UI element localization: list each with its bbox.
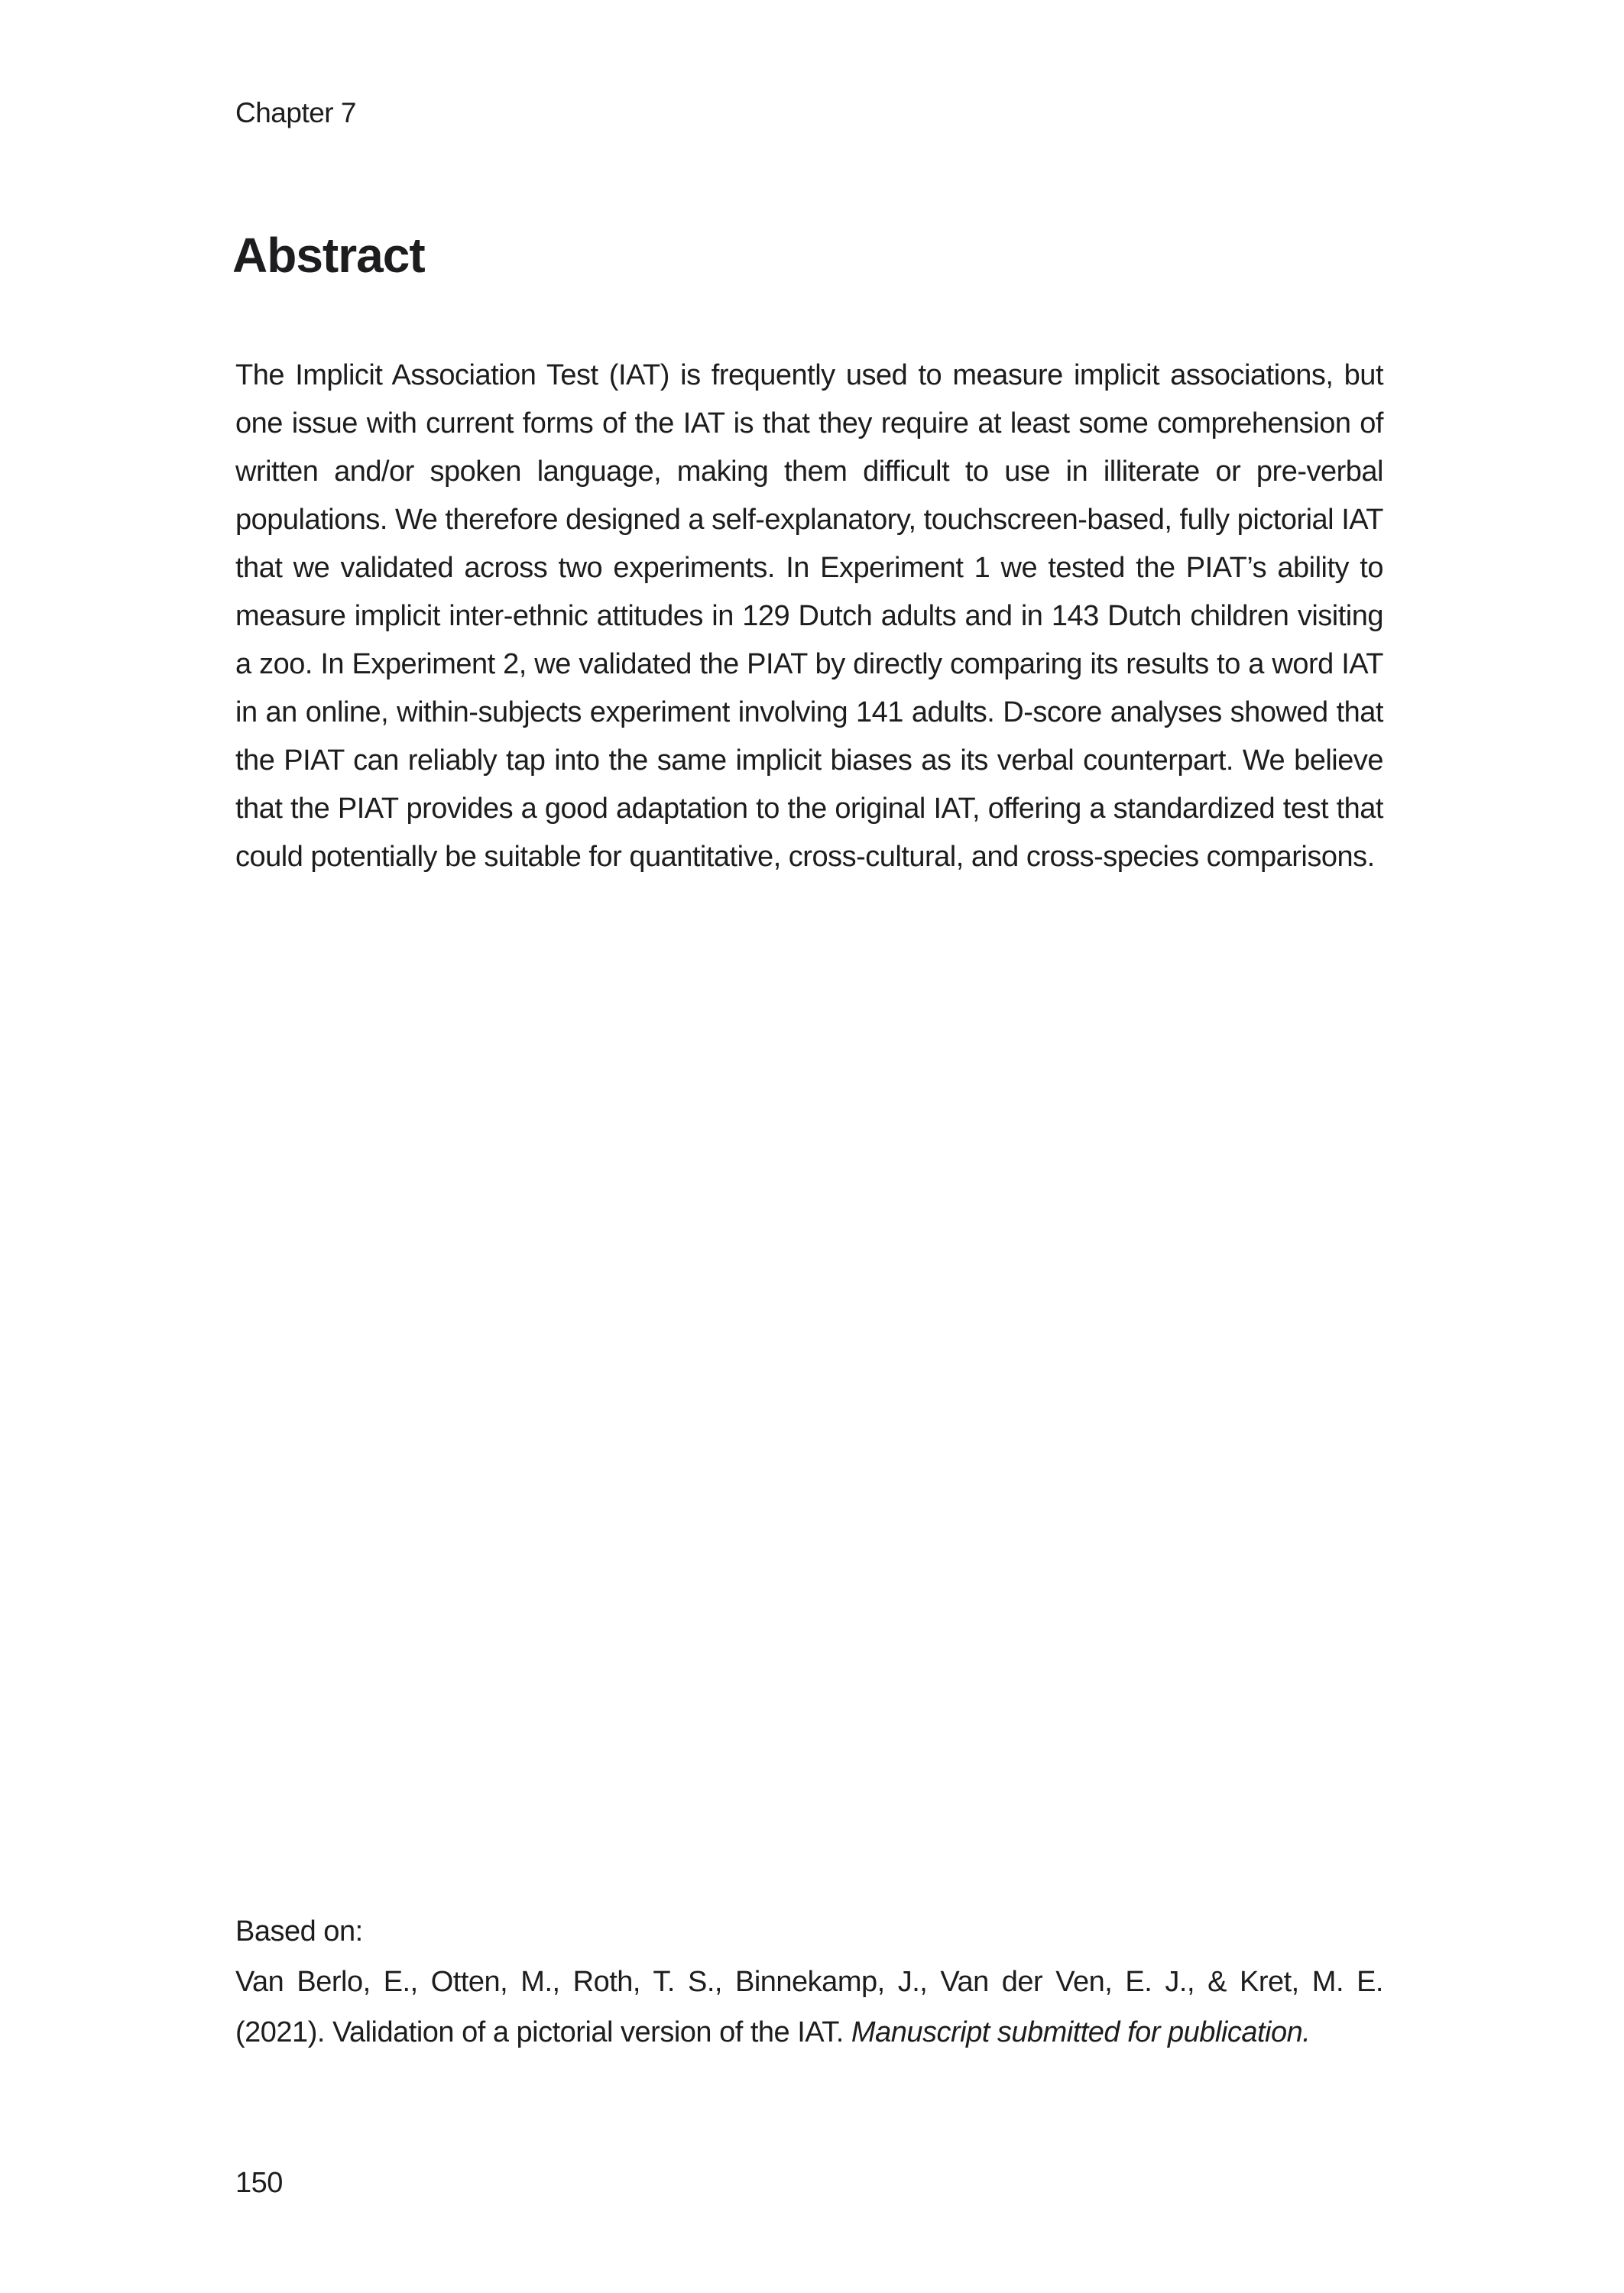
chapter-label: Chapter 7 <box>235 97 356 128</box>
based-on-section <box>235 1906 1383 2058</box>
based-on-label: Based on: <box>235 1915 363 1948</box>
citation-manuscript-note: Manuscript submitted for publication. <box>851 2016 1311 2048</box>
abstract-paragraph: The Implicit Association Test (IAT) is frequently used to measure implicit associations, but one issue with current forms of the IAT is that they require at least some comprehension of written and/or spoken language, making them difficult to use in illiterate or pre-verbal populations. We therefore designed a self-explanatory, touchscreen-based, fully pictorial IAT that we validated across two experiments. In Experiment 1 we tested the PIAT’s ability to measure implicit inter-ethnic attitudes in 129 Dutch adults and in 143 Dutch children visiting a zoo. In Experiment 2, we validated the PIAT by directly comparing its results to a word IAT in an online, within-subjects experiment involving 141 adults. D-score analyses showed that the PIAT can reliably tap into the same implicit biases as its verbal counterpart. We believe that the PIAT provides a good adaptation to the original IAT, offering a standardized test that could potentially be suitable for quantitative, cross-cultural, and cross-species comparisons. <box>235 359 1383 873</box>
citation <box>235 1957 1383 2058</box>
page-number: 150 <box>235 2167 283 2199</box>
citation-authors-text: Van Berlo, E., Otten, M., Roth, T. S., Binnekamp, J., Van der Ven, E. J., & Kret, M. E. (2021). Validation of a pictorial version of the IAT. <box>235 1966 1383 2048</box>
page-title: Abstract <box>232 228 425 283</box>
